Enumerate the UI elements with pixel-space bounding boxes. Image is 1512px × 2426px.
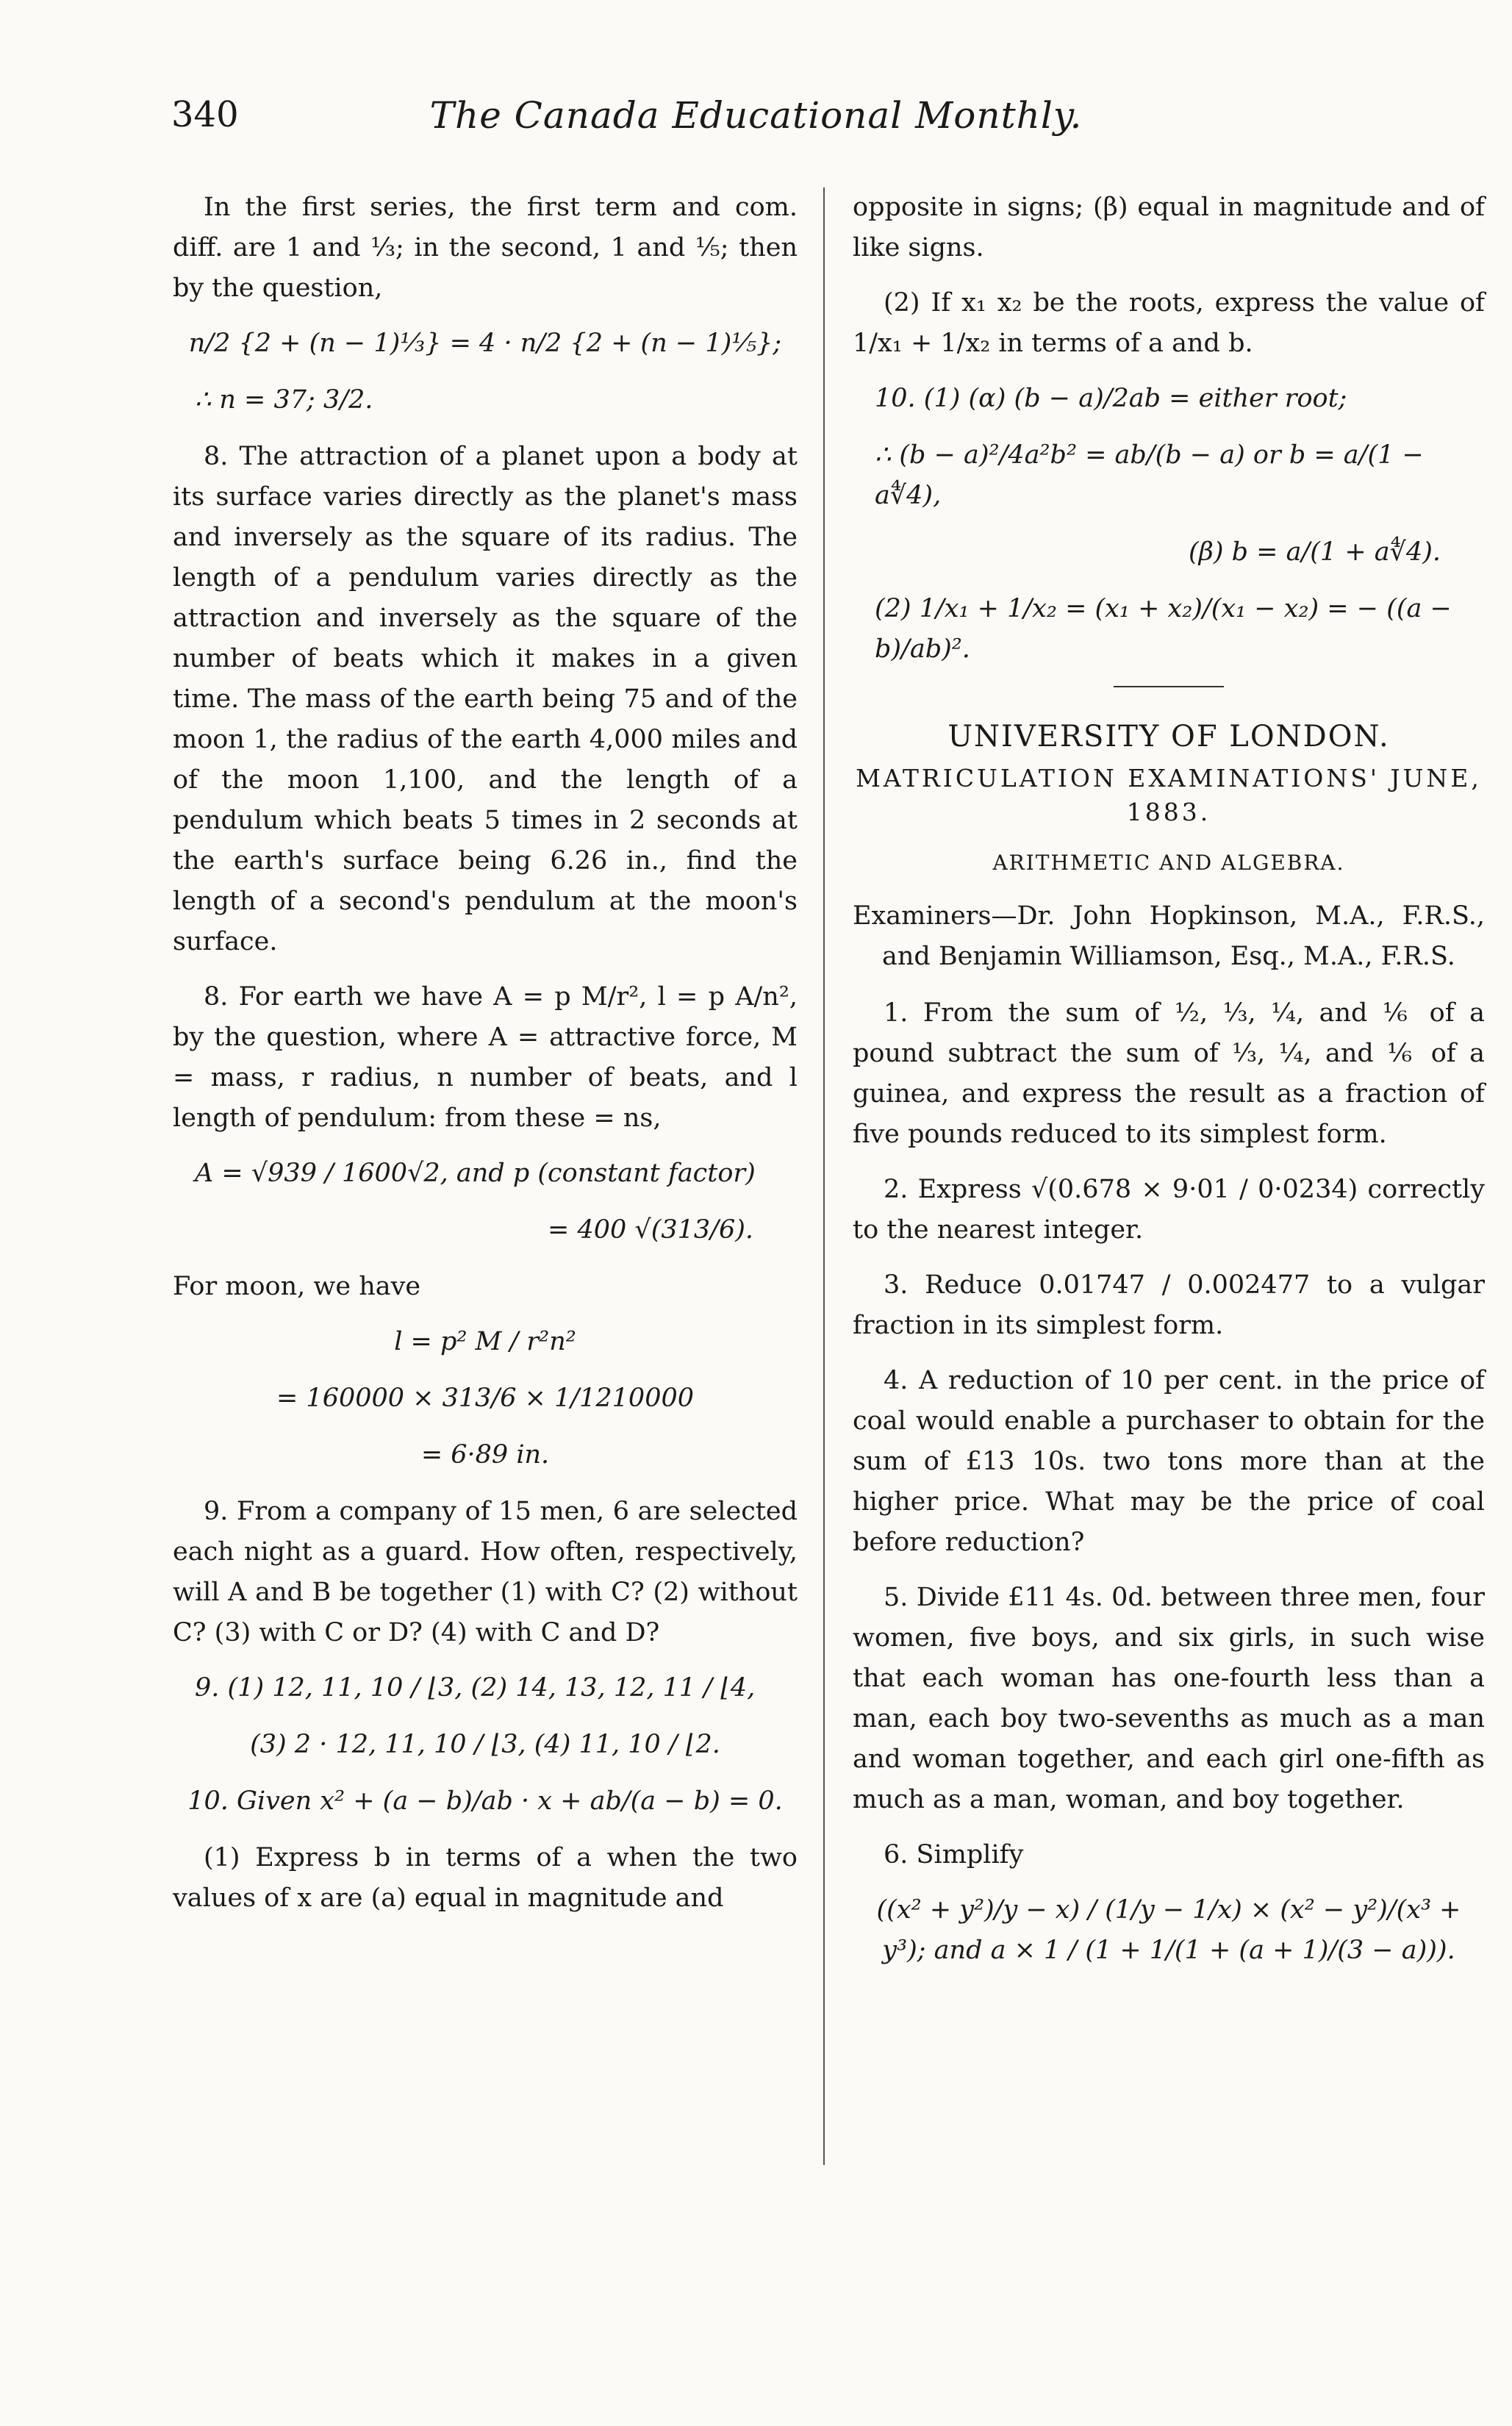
running-title: The Canada Educational Monthly. bbox=[429, 94, 1083, 137]
exam-question-5: 5. Divide £11 4s. 0d. between three men, four women, five boys, and six girls, in such wise that each woman has one-fourth less than a man, each boy two-sevenths as much as a man and woman together, and each girl one-fifth as much as a man, woman, and boy together. bbox=[853, 1583, 1485, 1814]
solution-8-eq2: = 400 √(313/6). bbox=[548, 1215, 753, 1245]
exam-question-6: 6. Simplify bbox=[884, 1840, 1024, 1869]
page-header bbox=[0, 94, 1512, 153]
exam-question-3: 3. Reduce 0.01747 / 0.002477 to a vulgar fraction in its simplest form. bbox=[853, 1270, 1485, 1340]
exam-question-6-expression: ((x² + y²)/y − x) / (1/y − 1/x) × (x² − y²)/(x³ + y³); and a × 1 / (1 + 1/(1 + (a + 1)/(3 − a))). bbox=[876, 1895, 1461, 1965]
page-number: 340 bbox=[171, 94, 239, 135]
column-divider bbox=[823, 187, 825, 2165]
solution-9-eq1: 9. (1) 12, 11, 10 / ⌊3, (2) 14, 13, 12, 11 / ⌊4, bbox=[195, 1673, 756, 1703]
solution-8-text: 8. For earth we have A = p M/r², l = p A/n², by the question, where A = attractive force, M = mass, r radius, n number of beats, and l length of pendulum: from these = ns, bbox=[173, 982, 798, 1133]
solution-9-eq2: (3) 2 · 12, 11, 10 / ⌊3, (4) 11, 10 / ⌊2. bbox=[250, 1730, 720, 1759]
question-10: 10. Given x² + (a − b)/ab · x + ab/(a − b) = 0. bbox=[187, 1786, 783, 1816]
left-column bbox=[173, 187, 798, 1933]
solution-10-eq1: 10. (1) (α) (b − a)/2ab = either root; bbox=[875, 384, 1347, 413]
solution-8-eq4: = 160000 × 313/6 × 1/1210000 bbox=[276, 1384, 694, 1413]
solution-10-eq4: (2) 1/x₁ + 1/x₂ = (x₁ + x₂)/(x₁ − x₂) = − ((a − b)/ab)². bbox=[875, 594, 1452, 664]
solution-8-eq5: = 6·89 in. bbox=[420, 1440, 550, 1470]
section-rule bbox=[1114, 686, 1224, 687]
exam-question-1: 1. From the sum of ½, ⅓, ¼, and ⅙ of a pound subtract the sum of ⅓, ¼, and ⅙ of a guinea, and express the result as a fraction of five pounds reduced to its simplest form. bbox=[853, 998, 1485, 1149]
solution-10-eq2: ∴ (b − a)²/4a²b² = ab/(b − a) or b = a/(1 − a∜4), bbox=[875, 440, 1424, 510]
question-8: 8. The attraction of a planet upon a body at its surface varies directly as the planet's mass and inversely as the square of its radius. The length of a pendulum varies directly as the attraction and inversely as the square of the number of beats which it makes in a given time. The mass of the earth being 75 and of the moon 1, the radius of the earth 4,000 miles and of the moon 1,100, and the length of a pendulum which beats 5 times in 2 seconds at the earth's surface being 6.26 in., find the length of a second's pendulum at the moon's surface. bbox=[173, 442, 798, 956]
question-9: 9. From a company of 15 men, 6 are selected each night as a guard. How often, respectively, will A and B be together (1) with C? (2) without C? (3) with C or D? (4) with C and D? bbox=[173, 1497, 798, 1647]
solution-8-eq3: l = p² M / r²n² bbox=[394, 1327, 576, 1356]
section-subheading: MATRICULATION EXAMINATIONS' JUNE, 1883. bbox=[856, 764, 1482, 826]
solution-8-eq1: A = √939 / 1600√2, and p (constant factor) bbox=[195, 1159, 756, 1188]
equation-series: n/2 {2 + (n − 1)⅓} = 4 · n/2 {2 + (n − 1)⅕}; bbox=[188, 329, 782, 358]
section-heading: UNIVERSITY OF LONDON. bbox=[947, 720, 1390, 754]
question-10-part-2: (2) If x₁ x₂ be the roots, express the value of 1/x₁ + 1/x₂ in terms of a and b. bbox=[853, 288, 1485, 358]
solution-10-eq3: (β) b = a/(1 + a∜4). bbox=[1188, 537, 1441, 567]
exam-question-2: 2. Express √(0.678 × 9·01 / 0·0234) correctly to the nearest integer. bbox=[853, 1175, 1485, 1245]
equation-result: ∴ n = 37; 3/2. bbox=[195, 385, 373, 415]
subject-heading: ARITHMETIC AND ALGEBRA. bbox=[992, 851, 1345, 875]
question-10-part-1: (1) Express b in terms of a when the two values of x are (a) equal in magnitude and bbox=[173, 1843, 798, 1913]
solution-8-moon: For moon, we have bbox=[173, 1272, 421, 1301]
question-10-continued: opposite in signs; (β) equal in magnitude and of like signs. bbox=[853, 193, 1485, 262]
exam-question-4: 4. A reduction of 10 per cent. in the price of coal would enable a purchaser to obtain for the sum of £13 10s. two tons more than at the higher price. What may be the price of coal before reduction? bbox=[853, 1366, 1485, 1557]
solution-7-intro: In the first series, the first term and com. diff. are 1 and ⅓; in the second, 1 and ⅕; then by the question, bbox=[173, 193, 798, 303]
examiners-line: Examiners—Dr. John Hopkinson, M.A., F.R.S., and Benjamin Williamson, Esq., M.A., F.R.S. bbox=[853, 901, 1485, 971]
right-column bbox=[853, 187, 1485, 1990]
